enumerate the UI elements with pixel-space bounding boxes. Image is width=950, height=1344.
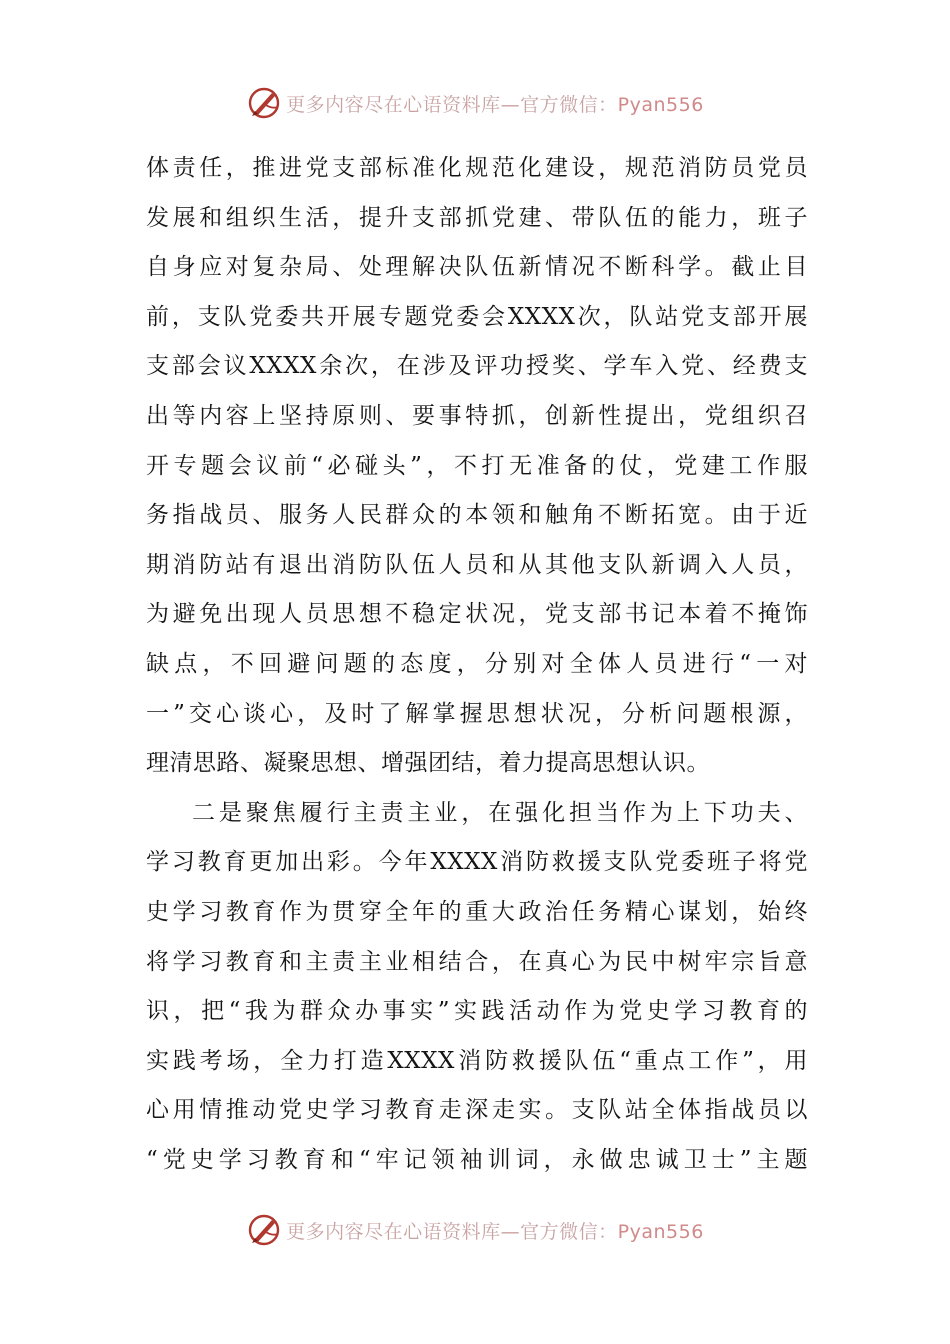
watermark-text: 更多内容尽在心语资料库—官方微信：Pyan556: [286, 93, 704, 116]
text-line: 前，支队党委共开展专题党委会XXXX次，队站党支部开展: [146, 303, 808, 330]
text-line: 史学习教育作为贯穿全年的重大政治任务精心谋划，始终: [146, 898, 808, 925]
document-body: [146, 144, 808, 1185]
pen-logo-icon: [246, 1212, 282, 1248]
text-line: 识，把“我为群众办事实”实践活动作为党史学习教育的: [146, 998, 808, 1025]
text-line: 缺点，不回避问题的态度，分别对全体人员进行“一对: [146, 650, 808, 677]
text-line: 实践考场，全力打造XXXX消防救援队伍“重点工作”，用: [146, 1047, 808, 1074]
text-line: 出等内容上坚持原则、要事特抓，创新性提出，党组织召: [146, 402, 808, 429]
watermark-wechat-id: Pyan556: [617, 1220, 704, 1243]
text-line: 期消防站有退出消防队伍人员和从其他支队新调入人员，: [146, 551, 808, 578]
text-line: 务指战员、服务人民群众的本领和触角不断拓宽。由于近: [146, 502, 808, 529]
watermark-footer: [0, 1210, 950, 1250]
text-line: 将学习教育和主责主业相结合，在真心为民中树牢宗旨意: [146, 948, 808, 975]
text-line: 体责任，推进党支部标准化规范化建设，规范消防员党员: [146, 155, 808, 181]
text-line: 一”交心谈心，及时了解掌握思想状况，分析问题根源，: [146, 700, 808, 727]
text-line: 理清思路、凝聚思想、增强团结，着力提高思想认识。: [146, 750, 710, 777]
text-line: 支部会议XXXX余次，在涉及评功授奖、学车入党、经费支: [146, 353, 808, 380]
text-line: 自身应对复杂局、处理解决队伍新情况不断科学。截止目: [146, 254, 808, 281]
text-line: 为避免出现人员思想不稳定状况，党支部书记本着不掩饰: [146, 601, 808, 628]
text-line: “党史学习教育和“牢记领袖训词，永做忠诚卫士”主题: [146, 1146, 808, 1173]
text-line: 学习教育更加出彩。今年XXXX消防救援支队党委班子将党: [146, 849, 808, 876]
watermark-wechat-id: Pyan556: [617, 93, 704, 116]
watermark-text: 更多内容尽在心语资料库—官方微信：Pyan556: [286, 1220, 704, 1243]
text-line: 发展和组织生活，提升支部抓党建、带队伍的能力，班子: [146, 204, 808, 231]
pen-logo-icon: [246, 85, 282, 121]
watermark-header: [0, 83, 950, 123]
paragraph-start-line: 二是聚焦履行主责主业，在强化担当作为上下功夫、: [192, 799, 808, 826]
text-line: 开专题会议前“必碰头”，不打无准备的仗，党建工作服: [146, 452, 808, 479]
text-line: 心用情推动党史学习教育走深走实。支队站全体指战员以: [146, 1097, 808, 1124]
